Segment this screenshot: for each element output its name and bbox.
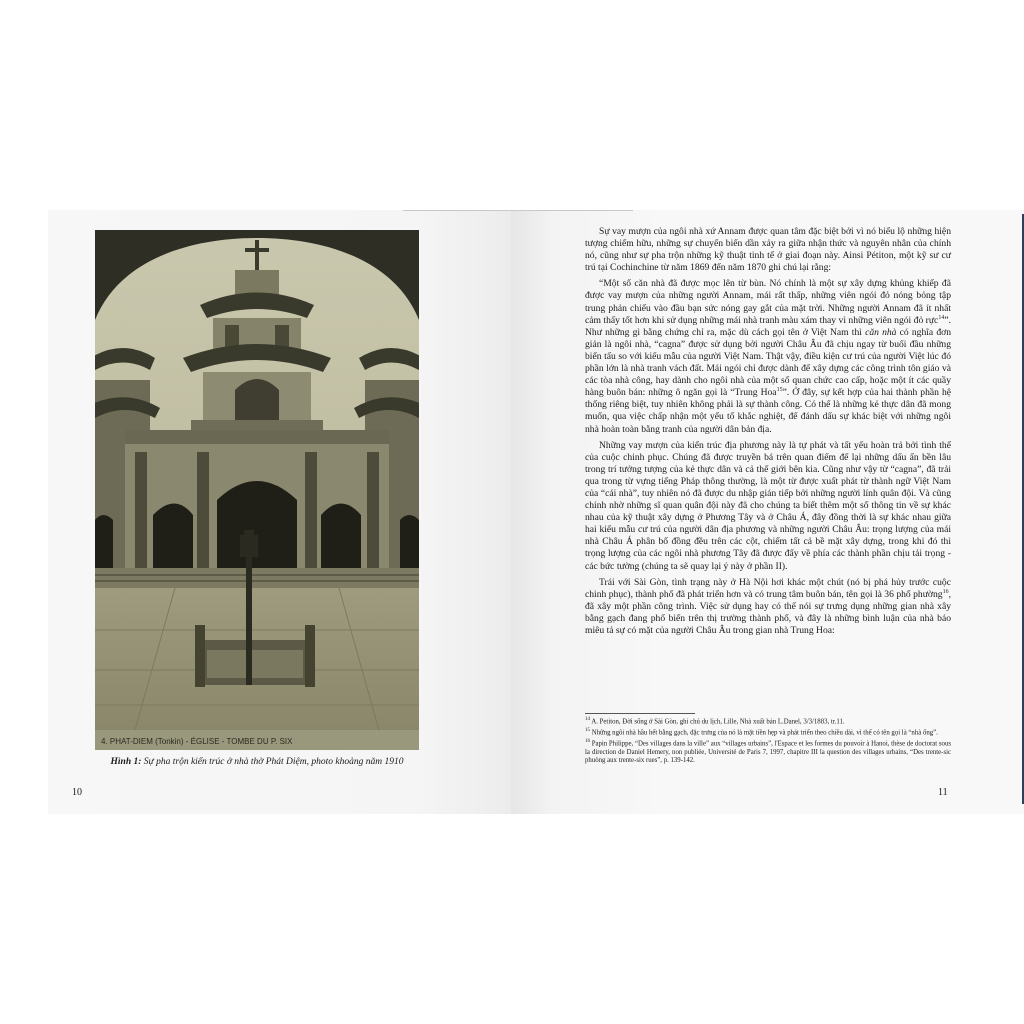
italic-phrase: căn nhà: [865, 326, 897, 338]
photo-label: 4. PHAT-DIEM (Tonkin) - ÉGLISE - TOMBE DU P. SIX: [101, 737, 293, 746]
footnote-ref-14[interactable]: 14: [938, 314, 945, 321]
page-number-left: 10: [72, 787, 82, 798]
footnote-14: $^{14}$ A. Petiton, Đời sống ở Sài Gòn, ghi chú du lịch, Lille, Nhà xuất bản L.Danel, 3/3/1883, tr.11.: [585, 717, 845, 726]
page-top-rule: [403, 210, 633, 211]
figure-caption: [95, 756, 419, 768]
paragraph-4: Trái với Sài Gòn, tình trạng này ở Hà Nội hơi khác một chút (nó bị phá hủy trước cuộc chinh phục), thành phố đã phát triển hơn và có trung tâm buôn bán, tên gọi là 36 phố phường$^{16}$, đã xây một phần công trình. Việc sử dụng hay có thể nói sự trưng dụng những gian nhà xây bằng gạch đang phổ biến trên thị trường thành phố, và đây là những bình luận của nhà báo miêu tả sự có mặt của người Châu Âu trong gian nhà Trung Hoa:: [585, 576, 951, 636]
paragraph-1: Sự vay mượn của ngôi nhà xứ Annam được quan tâm đặc biệt bởi vì nó biểu lộ những hiện tượng chiếm hữu, những sự chuyển biến dần xảy ra giữa nhận thức và nguyên nhân của chính nó, cũng như sự pha trộn những kỹ thuật tinh tế ở giai đoạn này. Ainsi Pétiton, một kỹ sư cư trú tại Cochinchine từ năm 1869 đến năm 1870 ghi chú lại rằng:: [585, 226, 951, 274]
paragraph-2: “Một số căn nhà đã được mọc lên từ bùn. Nó chính là một sự xây dựng khủng khiếp đã được vay mượn của những người Annam, mái rất thấp, những viên ngói đỏ nóng bỏng tập trung phản chiếu vào đầu bạn sức nóng gay gắt của mặt trời. Những người Annam đã ít nhất cảm thấy tốt hơn khi sử dụng những mái nhà tranh màu xám thay vì những viên ngói đỏ rực$^{14}$”. Như những gì bằng chứng chỉ ra, mặc dù cách gọi tên ở Việt Nam thì căn nhà có nghĩa đơn giản là ngôi nhà, “cagna” được sử dụng bởi người Châu Âu đã chịu ngay từ buổi đầu những biến tấu so với kiểu mẫu của người Việt Nam. Thật vậy, điều kiện cư trú của người Việt lúc đó phần lớn là nhà tranh vách đất. Mái ngói chỉ được dành để xây dựng các công trình tôn giáo và các tòa nhà công, hay dành cho ngôi nhà của một số quan chức cao cấp, hoặc một ít các quầy hàng buôn bán: những ô ngăn gọi là “Trung Hoa$^{15}$”. Ở đây, sự kết hợp của hai thành phần hệ thống riêng biệt, tuy nhiên không phải là sự thành công. Có thể là những kẻ thực dân đã mong muốn, qua việc chấp nhận một yếu tố khắc nghiệt, để đánh dấu sự khác biệt với những ngôi nhà hoàn toàn bằng tranh của người dân bản địa.: [585, 278, 951, 435]
footnote-15: $^{15}$ Những ngôi nhà hầu hết bằng gạch, đặc trưng của nó là mặt tiền hẹp và phát triển theo chiều dài, vì thế có tên gọi là “nhà ống”.: [585, 727, 938, 737]
body-text: [585, 226, 951, 641]
footnote-ref-16[interactable]: 16: [942, 588, 949, 595]
footnote-divider: [585, 713, 695, 714]
page-number-right: 11: [938, 787, 948, 798]
church-photograph: [95, 230, 419, 750]
caption-text: Sự pha trộn kiến trúc ở nhà thờ Phát Diệm, photo khoảng năm 1910: [141, 757, 404, 767]
footnote-16: $^{16}$ Papin Philippe, “Des villages dans la ville” aux “villages urbains”, l'Espace et les formes du pouvoir à Hanoi, thèse de doctorat sous la direction de Daniel Hemery, non publiée, Université de Paris 7, 1997, chapitre III la question des villages urbains, “Des trente-sic phuòng aux trente-six rues”, p. 139-142.: [585, 738, 951, 765]
paragraph-3: Những vay mượn của kiến trúc địa phương này là tự phát và tất yếu hoàn trả bởi tình thế của cuộc chinh phục. Chúng đã được truyền bá trên quan điểm để lại những dấu ấn bền lâu trong trí tưởng tượng của kẻ thực dân và cả thế giới bên kia. Cũng như vậy từ “cagna”, đã trải qua trong từ vựng tiếng Pháp thông thường, là một từ được xuất phát từ thành ngữ Việt Nam của “cái nhà”, tuy nhiên nó đã được du nhập gián tiếp bởi những người lính quân đội. Và cũng chính nhờ những sĩ quan quân đội này đã cho chúng ta biết thêm một số thông tin về sự khác nhau của kỹ thuật xây dựng ở Phương Tây và ở Châu Á, đây đồng thời là sự khác nhau giữa hai kiểu mẫu cư trú của người dân địa phương và những người Châu Âu: trọng lượng của mái nhà Châu Á phân bố đồng đều trên các cột, chiếm tất cả bề mặt xây dựng, trong khi đó thì trọng lượng của các ngôi nhà phương Tây đã được đẩy về phía các thành phần chịu tải trọng - các bức tường (chúng ta sẽ quay lại ý này ở phần II).: [585, 439, 951, 572]
caption-prefix: Hình 1:: [110, 757, 142, 767]
footnotes: [585, 716, 951, 766]
footnote-ref-15[interactable]: 15: [776, 387, 783, 394]
